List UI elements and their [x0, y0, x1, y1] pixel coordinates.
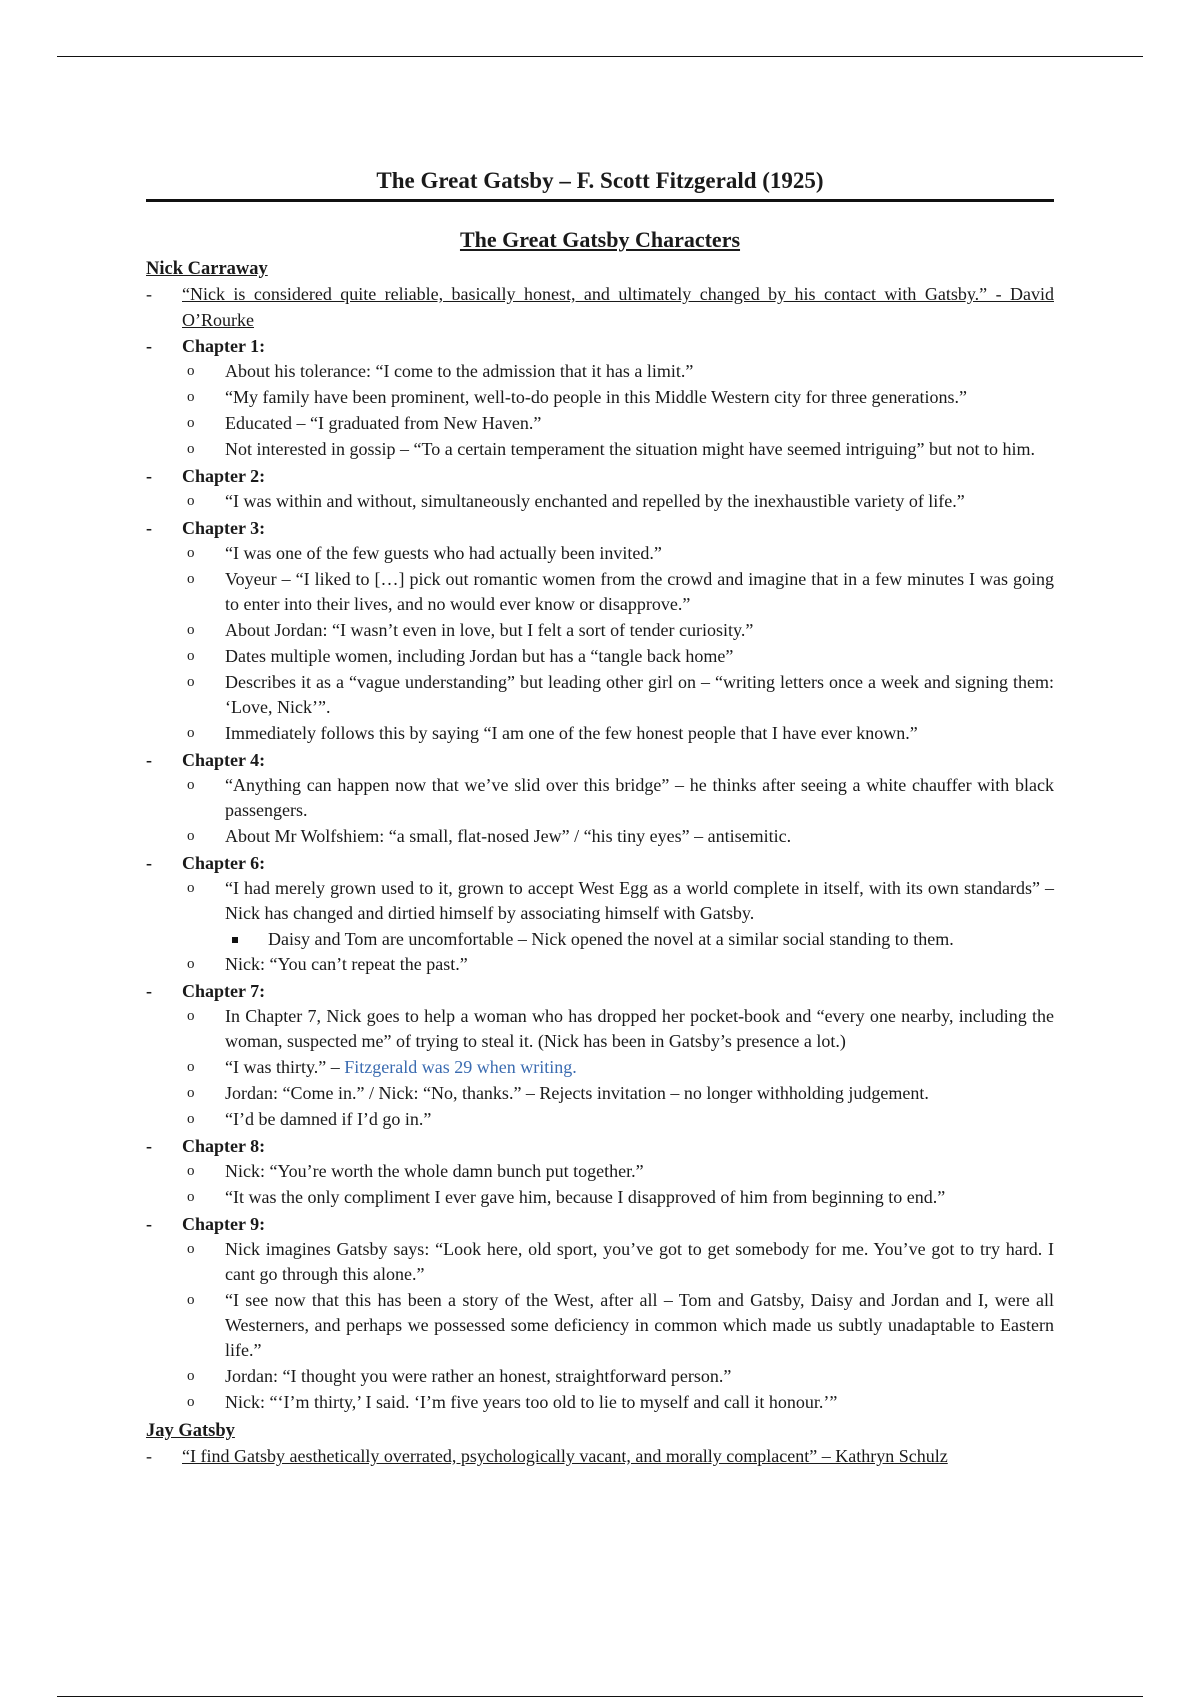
list-item [146, 773, 1054, 824]
chapter-heading [146, 1133, 1054, 1159]
dash-marker: - [146, 1214, 152, 1234]
character-heading-gatsby: Jay Gatsby [146, 1421, 235, 1441]
chapter-label: Chapter 8: [182, 1136, 266, 1156]
list-item [146, 437, 1054, 463]
list-item [146, 567, 1054, 618]
chapter-label: Chapter 9: [182, 1214, 266, 1234]
item-text: “It was the only compliment I ever gave him, because I disapproved of him from beginning to end.” [225, 1187, 946, 1207]
bullet-marker: o [187, 828, 195, 844]
document-page [146, 166, 1054, 1469]
chapter-heading [146, 515, 1054, 541]
bullet-marker: o [187, 571, 195, 587]
item-text: About his tolerance: “I come to the admission that it has a limit.” [225, 361, 694, 381]
list-item [146, 1081, 1054, 1107]
list-item [146, 670, 1054, 721]
dash-marker: - [146, 284, 152, 304]
list-item [146, 359, 1054, 385]
dash-marker: - [146, 1136, 152, 1156]
item-text: About Jordan: “I wasn’t even in love, but I felt a sort of tender curiosity.” [225, 620, 754, 640]
list-subitem [146, 927, 1054, 952]
square-bullet-icon [232, 937, 238, 943]
bullet-marker: o [187, 725, 195, 741]
bullet-marker: o [187, 1189, 195, 1205]
item-text: Educated – “I graduated from New Haven.” [225, 413, 542, 433]
bullet-marker: o [187, 1111, 195, 1127]
title-underline [146, 199, 1054, 202]
bullet-marker: o [187, 545, 195, 561]
chapter-7-list [146, 1004, 1054, 1133]
bullet-marker: o [187, 1241, 195, 1257]
chapter-8-list [146, 1159, 1054, 1211]
dash-marker: - [146, 1446, 152, 1466]
chapter-9-list [146, 1237, 1054, 1416]
item-text: “I was one of the few guests who had actually been invited.” [225, 543, 662, 563]
list-item [146, 1159, 1054, 1185]
list-item [146, 1364, 1054, 1390]
chapter-label: Chapter 1: [182, 336, 266, 356]
bullet-marker: o [187, 648, 195, 664]
chapter-2-list [146, 489, 1054, 515]
list-item [146, 644, 1054, 670]
item-text: Dates multiple women, including Jordan but has a “tangle back home” [225, 646, 734, 666]
bullet-marker: o [187, 674, 195, 690]
list-item [146, 824, 1054, 850]
dash-marker: - [146, 750, 152, 770]
item-text: “I see now that this has been a story of the West, after all – Tom and Gatsby, Daisy and Jordan and I, were all Westerners, and perhaps we possessed some deficiency in common which made us subtly unadaptable to Eastern life.” [225, 1290, 1054, 1360]
item-text: “I was within and without, simultaneously enchanted and repelled by the inexhaustible variety of life.” [225, 491, 965, 511]
bullet-marker: o [187, 777, 195, 793]
character-heading-nick: Nick Carraway [146, 259, 268, 279]
dash-marker: - [146, 336, 152, 356]
item-text: Describes it as a “vague understanding” but leading other girl on – “writing letters once a week and signing them: ‘Love, Nick’”. [225, 672, 1054, 717]
list-item [146, 385, 1054, 411]
chapter-heading [146, 333, 1054, 359]
item-text: “I was thirty.” – [225, 1057, 345, 1077]
list-item [146, 1004, 1054, 1055]
item-text: Jordan: “Come in.” / Nick: “No, thanks.” – Rejects invitation – no longer withholding judgement. [225, 1083, 929, 1103]
list-item [146, 876, 1054, 927]
top-rule [57, 56, 1143, 57]
item-text: Jordan: “I thought you were rather an honest, straightforward person.” [225, 1366, 732, 1386]
chapter-label: Chapter 4: [182, 750, 266, 770]
chapter-6-list [146, 876, 1054, 978]
list-item [146, 1237, 1054, 1288]
list-item [146, 1288, 1054, 1364]
item-text: Immediately follows this by saying “I am one of the few honest people that I have ever known.” [225, 723, 918, 743]
bullet-marker: o [187, 880, 195, 896]
chapter-1-list [146, 359, 1054, 463]
list-item [146, 1055, 1054, 1081]
bullet-marker: o [187, 1008, 195, 1024]
bullet-marker: o [187, 363, 195, 379]
item-text: Not interested in gossip – “To a certain temperament the situation might have seemed intriguing” but not to him. [225, 439, 1036, 459]
nick-critic-quote-row [146, 281, 1054, 333]
item-text: Daisy and Tom are uncomfortable – Nick opened the novel at a similar social standing to them. [268, 929, 954, 949]
item-text: In Chapter 7, Nick goes to help a woman who has dropped her pocket-book and “every one nearby, including the woman, suspected me” of trying to steal it. (Nick has been in Gatsby’s presence a lot.) [225, 1006, 1054, 1051]
chapter-label: Chapter 2: [182, 466, 266, 486]
bullet-marker: o [187, 1368, 195, 1384]
list-item [146, 1390, 1054, 1416]
list-item [146, 721, 1054, 747]
item-text: Nick: “You’re worth the whole damn bunch put together.” [225, 1161, 644, 1181]
item-text: Nick: “‘I’m thirty,’ I said. ‘I’m five years too old to lie to myself and call it honour.’” [225, 1392, 838, 1412]
bullet-marker: o [187, 441, 195, 457]
chapter-4-list [146, 773, 1054, 850]
item-text: About Mr Wolfshiem: “a small, flat-nosed Jew” / “his tiny eyes” – antisemitic. [225, 826, 792, 846]
gatsby-critic-quote: “I find Gatsby aesthetically overrated, psychologically vacant, and morally complacent” – Kathryn Schulz [182, 1446, 948, 1466]
item-text: Nick: “You can’t repeat the past.” [225, 954, 468, 974]
chapter-heading [146, 978, 1054, 1004]
bullet-marker: o [187, 1163, 195, 1179]
bullet-marker: o [187, 1085, 195, 1101]
bullet-marker: o [187, 415, 195, 431]
item-text: Nick imagines Gatsby says: “Look here, old sport, you’ve got to get somebody for me. You’ve got to try hard. I cant go through this alone.” [225, 1239, 1054, 1284]
chapter-label: Chapter 6: [182, 853, 266, 873]
document-title: The Great Gatsby – F. Scott Fitzgerald (1925) [376, 168, 824, 193]
bullet-marker: o [187, 956, 195, 972]
bullet-marker: o [187, 389, 195, 405]
bullet-marker: o [187, 622, 195, 638]
bullet-marker: o [187, 1059, 195, 1075]
author-age-note: Fitzgerald was 29 when writing. [344, 1057, 577, 1077]
dash-marker: - [146, 853, 152, 873]
bullet-marker: o [187, 1292, 195, 1308]
item-text: “I’d be damned if I’d go in.” [225, 1109, 432, 1129]
bullet-marker: o [187, 1394, 195, 1410]
dash-marker: - [146, 981, 152, 1001]
section-title: The Great Gatsby Characters [459, 227, 741, 252]
dash-marker: - [146, 466, 152, 486]
list-item [146, 618, 1054, 644]
list-item [146, 1185, 1054, 1211]
chapter-3-list [146, 541, 1054, 747]
chapter-heading [146, 747, 1054, 773]
item-text: Voyeur – “I liked to […] pick out romantic women from the crowd and imagine that in a few minutes I was going to enter into their lives, and no would ever know or disapprove.” [225, 569, 1054, 614]
chapter-heading [146, 463, 1054, 489]
bullet-marker: o [187, 493, 195, 509]
list-item [146, 1107, 1054, 1133]
item-text: “My family have been prominent, well-to-do people in this Middle Western city for three generations.” [225, 387, 967, 407]
item-text: “I had merely grown used to it, grown to accept West Egg as a world complete in itself, with its own standards” – Nick has changed and dirtied himself by associating himself with Gatsby. [225, 878, 1054, 923]
list-item [146, 952, 1054, 978]
chapter-heading [146, 850, 1054, 876]
nick-critic-quote: “Nick is considered quite reliable, basically honest, and ultimately changed by his contact with Gatsby.” - David O’Rourke [182, 284, 1054, 330]
bottom-rule [57, 1696, 1143, 1697]
chapter-label: Chapter 7: [182, 981, 266, 1001]
list-item [146, 541, 1054, 567]
chapter-heading [146, 1211, 1054, 1237]
gatsby-critic-quote-row [146, 1443, 1054, 1469]
item-text: “Anything can happen now that we’ve slid over this bridge” – he thinks after seeing a white chauffer with black passengers. [225, 775, 1054, 820]
dash-marker: - [146, 518, 152, 538]
chapter-label: Chapter 3: [182, 518, 266, 538]
list-item [146, 411, 1054, 437]
list-item [146, 489, 1054, 515]
